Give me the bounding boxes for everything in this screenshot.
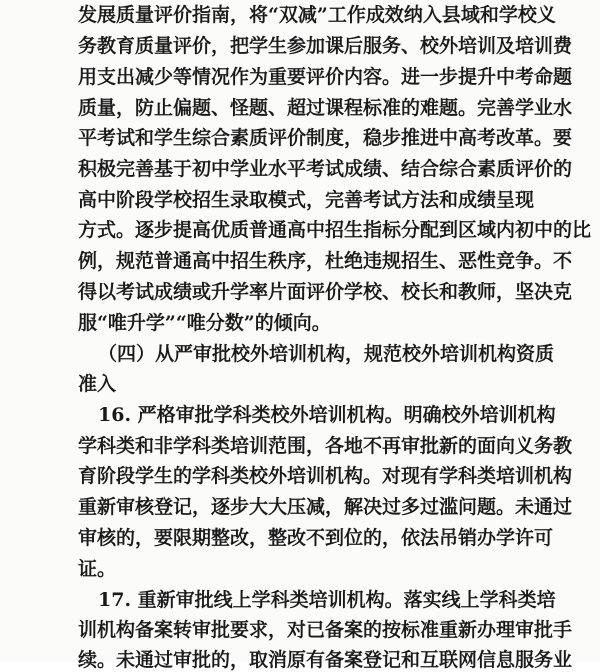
paragraph-line: 平考试和学生综合素质评价制度，稳步推进中高考改革。要	[78, 127, 573, 149]
paragraph-line: 积极完善基于初中学业水平考试成绩、结合综合素质评价的	[78, 158, 573, 180]
paragraph-line: 证。	[78, 558, 117, 580]
paragraph-line: 务教育质量评价，把学生参加课后服务、校外培训及培训费	[78, 35, 573, 57]
paragraph-line: 用支出减少等情况作为重要评价内容。进一步提升中考命题	[78, 66, 573, 88]
paragraph-line: 得以考试成绩或升学率片面评价学校、校长和教师，坚决克	[78, 281, 573, 303]
paragraph-line: 发展质量评价指南，将“双减”工作成效纳入县域和学校义	[78, 4, 556, 26]
paragraph-line: 服“唯升学”“唯分数”的倾向。	[78, 312, 331, 334]
paragraph-line: 育阶段学生的学科类校外培训机构。对现有学科类培训机构	[78, 465, 573, 487]
paragraph-line: 方式。逐步提高优质普通高中招生指标分配到区域内初中的比	[78, 219, 592, 241]
paragraph-line: 审核的，要限期整改，整改不到位的，依法吊销办学许可	[78, 527, 554, 549]
item-16-heading-line: 16. 严格审批学科类校外培训机构。明确校外培训机构	[98, 404, 556, 426]
item-17-heading-line: 17. 重新审批线上学科类培训机构。落实线上学科类培	[98, 589, 556, 611]
paragraph-line: 高中阶段学校招生录取模式，完善考试方法和成绩呈现	[78, 189, 535, 211]
section-heading-line: （四）从严审批校外培训机构，规范校外培训机构资质	[98, 343, 555, 365]
paragraph-line: 例，规范普通高中招生秩序，杜绝违规招生、恶性竞争。不	[78, 250, 573, 272]
section-heading-line: 准入	[78, 373, 117, 395]
paragraph-line: 质量，防止偏题、怪题、超过课程标准的难题。完善学业水	[78, 97, 573, 119]
paragraph-line: 续。未通过审批的，取消原有备案登记和互联网信息服务业	[78, 649, 573, 671]
paragraph-line: 训机构备案转审批要求，对已备案的按标准重新办理审批手	[78, 619, 573, 641]
paragraph-line: 重新审核登记，逐步大大压减，解决过多过滥问题。未通过	[78, 496, 573, 518]
paragraph-line: 学科类和非学科类培训范围，各地不再审批新的面向义务教	[78, 435, 573, 457]
